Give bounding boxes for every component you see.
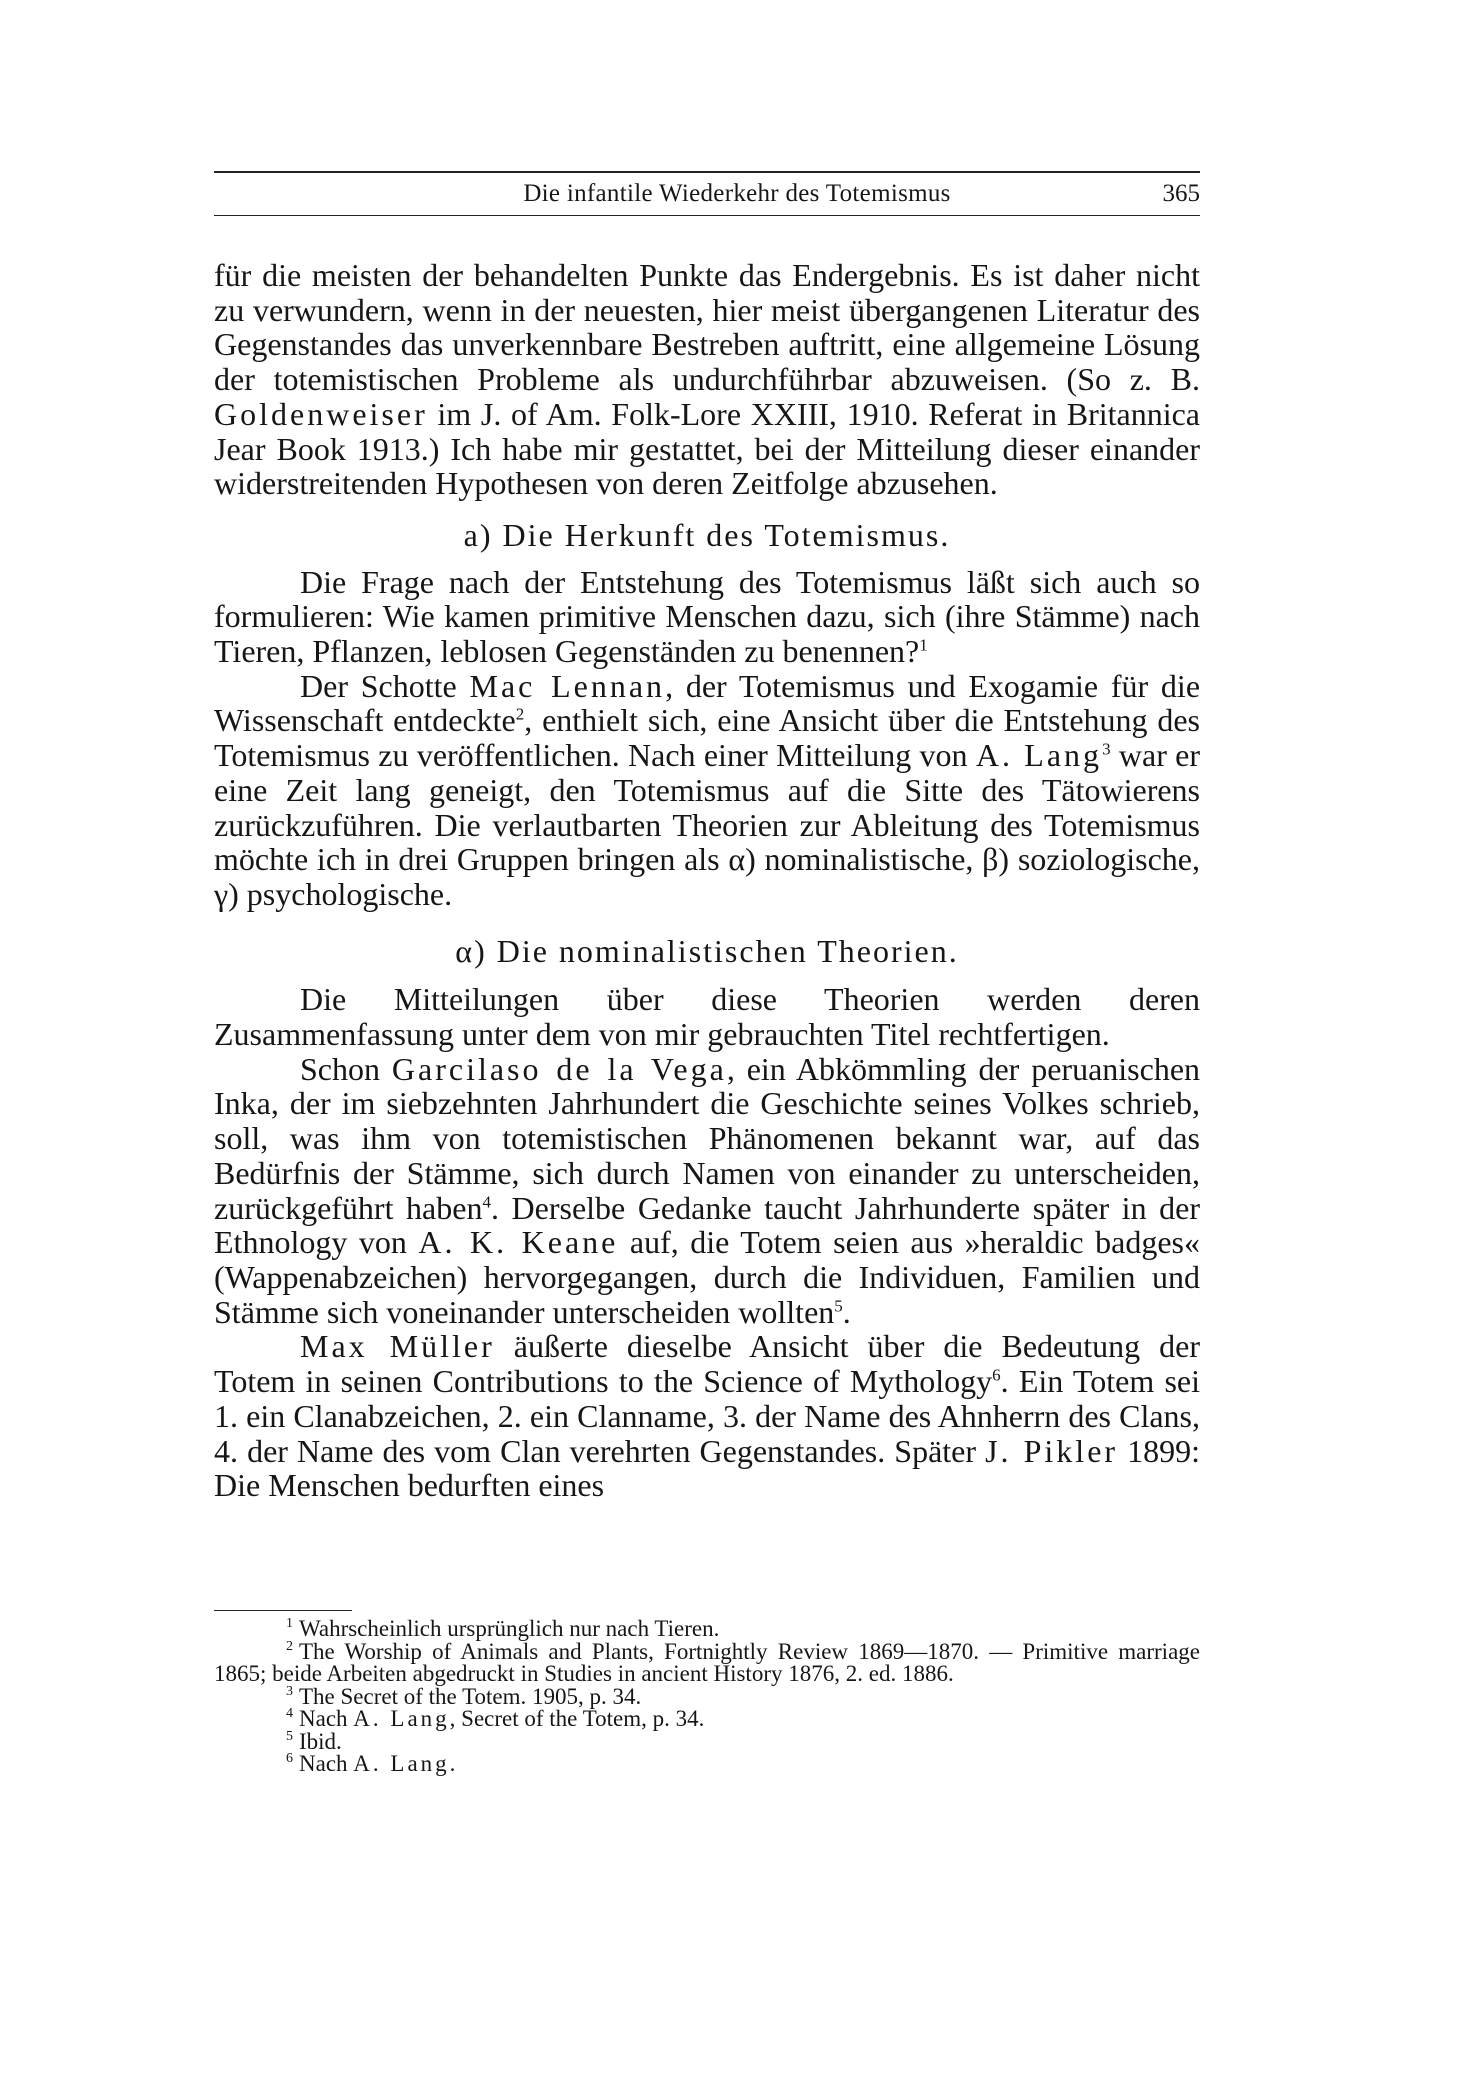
footnote-text: Ibid.: [299, 1728, 342, 1754]
footnote-mark: 3: [286, 1683, 293, 1699]
author-name: A. Lang: [353, 1751, 450, 1776]
author-name: J. Pikler: [985, 1432, 1119, 1469]
author-name: Mac Lennan: [469, 667, 666, 704]
footnote-text: Nach: [299, 1751, 354, 1776]
text-run: Die Mitteilungen über diese Theorien werden deren Zusammenfassung unter dem von mir gebrauchten Titel rechtfertigen.: [214, 981, 1200, 1053]
footnote-mark: 6: [286, 1751, 293, 1767]
footnote-text: Wahrscheinlich ursprünglich nur nach Tieren.: [299, 1616, 720, 1641]
author-name: Goldenweiser: [214, 395, 428, 432]
running-head: [214, 178, 1200, 210]
footnotes: [214, 1618, 1200, 1776]
footnote-text: The Secret of the Totem. 1905, p. 34.: [299, 1683, 642, 1709]
text-run: äußerte dieselbe Ansicht über die Bedeutung der Totem in seinen Contributions to the Science of Mythology: [214, 1328, 1201, 1400]
footnote-ref: 3: [1102, 739, 1111, 759]
header-rule-bottom: [214, 215, 1200, 216]
footnote-text: Nach: [299, 1706, 354, 1731]
footnote: [214, 1638, 1200, 1686]
author-name: Max Müller: [300, 1328, 495, 1365]
text-run: , der Totemismus und Exogamie für die Wissenschaft entdeckte: [214, 667, 1201, 739]
paragraph-2: [214, 565, 1200, 669]
page-number: 365: [1162, 180, 1200, 207]
body-text: [214, 258, 1200, 1503]
footnote-mark: 1: [286, 1616, 293, 1632]
footnote-ref: 6: [992, 1365, 1001, 1385]
text-run: für die meisten der behandelten Punkte das Endergebnis. Es ist daher nicht zu verwundern, wenn in der neuesten, hier meist übergangenen Literatur des Gegenstandes das unverkennbare Bestreben auftritt, eine allgemeine Lösung der totemistischen Probleme als undurchführbar abzuweisen. (So z. B.: [214, 257, 1200, 398]
footnote-rule: [214, 1610, 352, 1611]
text-run: auf, die Totem seien aus »heraldic badges« (Wappenabzeichen) hervorgegangen, durch die Individuen, Familien und Stämme sich voneinander unterscheiden wollten: [214, 1224, 1201, 1330]
text-run: im J. of Am. Folk-Lore XXIII, 1910. Referat in Britannica Jear Book 1913.) Ich habe mir gestattet, bei der Mitteilung dieser einander widerstreitenden Hypothesen von deren Zeitfolge abzusehen.: [214, 395, 1200, 502]
paragraph-3: [214, 669, 1200, 912]
footnote-text: .: [449, 1751, 456, 1776]
author-name: A. Lang: [975, 737, 1103, 774]
footnote-mark: 4: [286, 1706, 293, 1722]
text-run: , ein Abkömmling der peruanischen Inka, der im siebzehnten Jahrhundert die Geschichte seines Volkes schrieb, soll, was ihm von totemistischen Phänomenen bekannt war, auf das Bedürfnis der Stämme, sich durch Namen von einander zu unterscheiden, zurückgeführt haben: [214, 1050, 1201, 1226]
footnote-ref: 5: [834, 1296, 843, 1316]
section-heading-a: a) Die Herkunft des Totemismus.: [463, 516, 951, 553]
paragraph-6: [214, 1329, 1200, 1503]
author-name: A. K. Keane: [418, 1224, 619, 1261]
section-heading-alpha: α) Die nominalistischen Theorien.: [455, 932, 959, 969]
footnote-ref: 2: [515, 704, 525, 724]
footnote-text: , Secret of the Totem, p. 34.: [449, 1706, 705, 1731]
author-name: Garcilaso de la Vega: [391, 1050, 727, 1087]
footnote-text: The Worship of Animals and Plants, Fortnightly Review 1869—1870. — Primitive marriage 1865; beide Arbeiten abgedruckt in Studies in ancient History 1876, 2. ed. 1886.: [214, 1638, 1200, 1686]
author-name: A. Lang: [353, 1706, 450, 1731]
text-run: war er eine Zeit lang geneigt, den Totemismus auf die Sitte des Tätowierens zurückzuführen. Die verlautbarten Theorien zur Ableitung des Totemismus möchte ich in drei Gruppen bringen als α) nominalistische, β) soziologische, γ) psychologische.: [214, 737, 1201, 912]
footnote-ref: 1: [919, 635, 928, 655]
footnote: [214, 1753, 1200, 1776]
footnote: [214, 1618, 1200, 1641]
text-run: . Ein Totem sei 1. ein Clanabzeichen, 2. ein Clanname, 3. der Name des Ahnherrn des Clans, 4. der Name des vom Clan verehrten Gegenstandes. Später: [214, 1363, 1201, 1469]
text-run: . Derselbe Gedanke taucht Jahrhunderte später in der Ethnology von: [214, 1189, 1201, 1261]
running-title: Die infantile Wiederkehr des Totemismus: [523, 180, 951, 207]
footnote: [214, 1708, 1200, 1731]
text-run: , enthielt sich, eine Ansicht über die Entstehung des Totemismus zu veröffentlichen. Nach einer Mitteilung von: [214, 702, 1201, 774]
text-run: Der Schotte: [300, 667, 470, 704]
footnote: [214, 1728, 1200, 1754]
footnote-ref: 4: [482, 1191, 491, 1211]
paragraph-5: [214, 1052, 1200, 1330]
paragraph-4: [214, 982, 1200, 1051]
text-run: Die Frage nach der Entstehung des Totemismus läßt sich auch so formulieren: Wie kamen primitive Menschen dazu, sich (ihre Stämme) nach Tieren, Pflanzen, leblosen Gegenständen zu benennen?: [214, 563, 1200, 670]
text-run: Schon: [300, 1050, 392, 1087]
paragraph-1: [214, 258, 1200, 501]
footnote-mark: 5: [286, 1728, 293, 1744]
text-run: 1899: Die Menschen bedurften eines: [214, 1432, 1200, 1504]
header-rule-top: [214, 171, 1200, 173]
footnote-mark: 2: [286, 1638, 293, 1654]
footnote: [214, 1683, 1200, 1709]
text-run: .: [842, 1293, 851, 1330]
